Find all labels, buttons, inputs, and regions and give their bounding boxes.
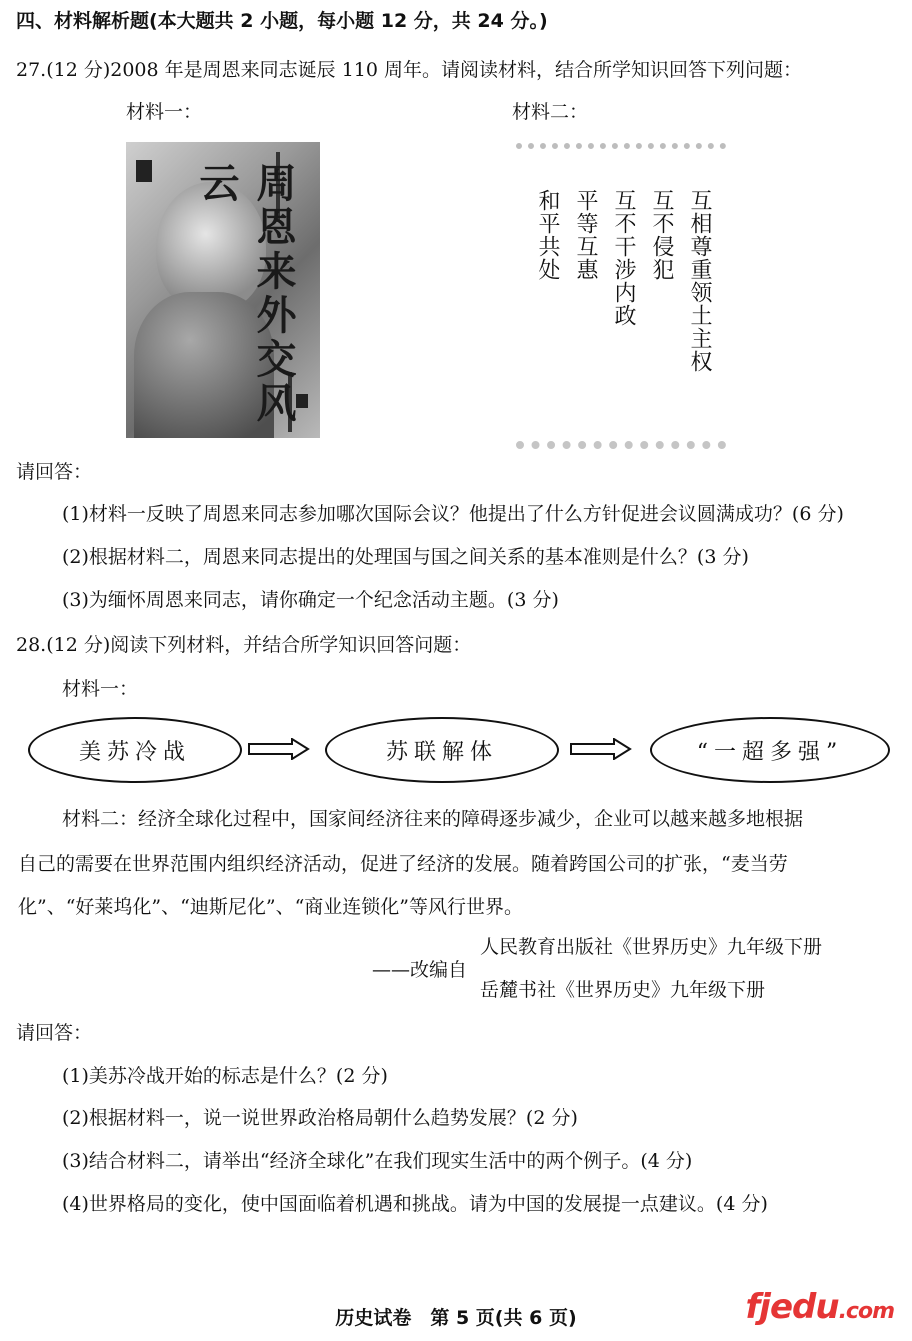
principle-5: 和平共处 bbox=[535, 189, 560, 281]
q28-material1-label: 材料一： bbox=[62, 678, 139, 700]
site-watermark bbox=[746, 1287, 895, 1327]
book-title: 周恩来外交风云 bbox=[193, 162, 297, 426]
source-prefix: ——改编自 bbox=[372, 959, 468, 981]
q27-material2-label: 材料二： bbox=[512, 101, 589, 123]
principles-panel bbox=[516, 143, 726, 449]
q28-material2-line-1: 材料二：经济全球化过程中，国家间经济往来的障碍逐步减少，企业可以越来越多地根据 bbox=[62, 808, 804, 830]
flow-arrow-2 bbox=[570, 738, 632, 760]
q27-answer-prompt: 请回答： bbox=[16, 461, 93, 483]
q28-question-4: (4)世界格局的变化，使中国面临着机遇和挑战。请为中国的发展提一点建议。(4 分) bbox=[62, 1193, 768, 1215]
source-1: 人民教育出版社《世界历史》九年级下册 bbox=[480, 936, 823, 958]
watermark-suffix: .com bbox=[838, 1299, 894, 1324]
q28-question-1: (1)美苏冷战开始的标志是什么？(2 分) bbox=[62, 1065, 388, 1087]
book-cover-photo bbox=[126, 142, 320, 438]
principle-1: 互相尊重领土主权 bbox=[687, 189, 712, 373]
publisher-badge bbox=[136, 160, 152, 182]
q28-question-3: (3)结合材料二，请举出“经济全球化”在我们现实生活中的两个例子。(4 分) bbox=[62, 1150, 693, 1172]
q27-question-1: (1)材料一反映了周恩来同志参加哪次国际会议？他提出了什么方针促进会议圆满成功？(6 分) bbox=[62, 503, 844, 525]
principle-3: 互不干涉内政 bbox=[611, 189, 636, 327]
q27-question-3: (3)为缅怀周恩来同志，请你确定一个纪念活动主题。(3 分) bbox=[62, 589, 559, 611]
flow-arrow-1 bbox=[248, 738, 310, 760]
flow-node-ussr-collapse: 苏联解体 bbox=[325, 717, 559, 783]
q27-material1-label: 材料一： bbox=[126, 101, 203, 123]
source-2: 岳麓书社《世界历史》九年级下册 bbox=[480, 979, 766, 1001]
q28-stem: 28.(12 分)阅读下列材料，并结合所学知识回答问题： bbox=[16, 634, 472, 656]
q28-material2-line-2: 自己的需要在世界范围内组织经济活动，促进了经济的发展。随着跨国公司的扩张，“麦当劳 bbox=[18, 853, 788, 875]
q27-stem: 27.(12 分)2008 年是周恩来同志诞辰 110 周年。请阅读材料，结合所学知识回答下列问题： bbox=[16, 59, 802, 81]
flow-node-cold-war: 美苏冷战 bbox=[28, 717, 242, 783]
q28-material2-line-3: 化”、“好莱坞化”、“迪斯尼化”、“商业连锁化”等风行世界。 bbox=[18, 896, 523, 918]
page-footer: 历史试卷 第 5 页(共 6 页) bbox=[335, 1307, 577, 1329]
flow-node-multipolar: “一超多强” bbox=[650, 717, 890, 783]
section-heading: 四、材料解析题(本大题共 2 小题，每小题 12 分，共 24 分。) bbox=[16, 10, 548, 32]
watermark-brand: fjedu bbox=[745, 1287, 839, 1327]
q27-question-2: (2)根据材料二，周恩来同志提出的处理国与国之间关系的基本准则是什么？(3 分) bbox=[62, 546, 749, 568]
q28-answer-prompt: 请回答： bbox=[16, 1022, 93, 1044]
principle-2: 互不侵犯 bbox=[649, 189, 674, 281]
principle-4: 平等互惠 bbox=[573, 189, 598, 281]
q28-question-2: (2)根据材料一，说一说世界政治格局朝什么趋势发展？(2 分) bbox=[62, 1107, 578, 1129]
